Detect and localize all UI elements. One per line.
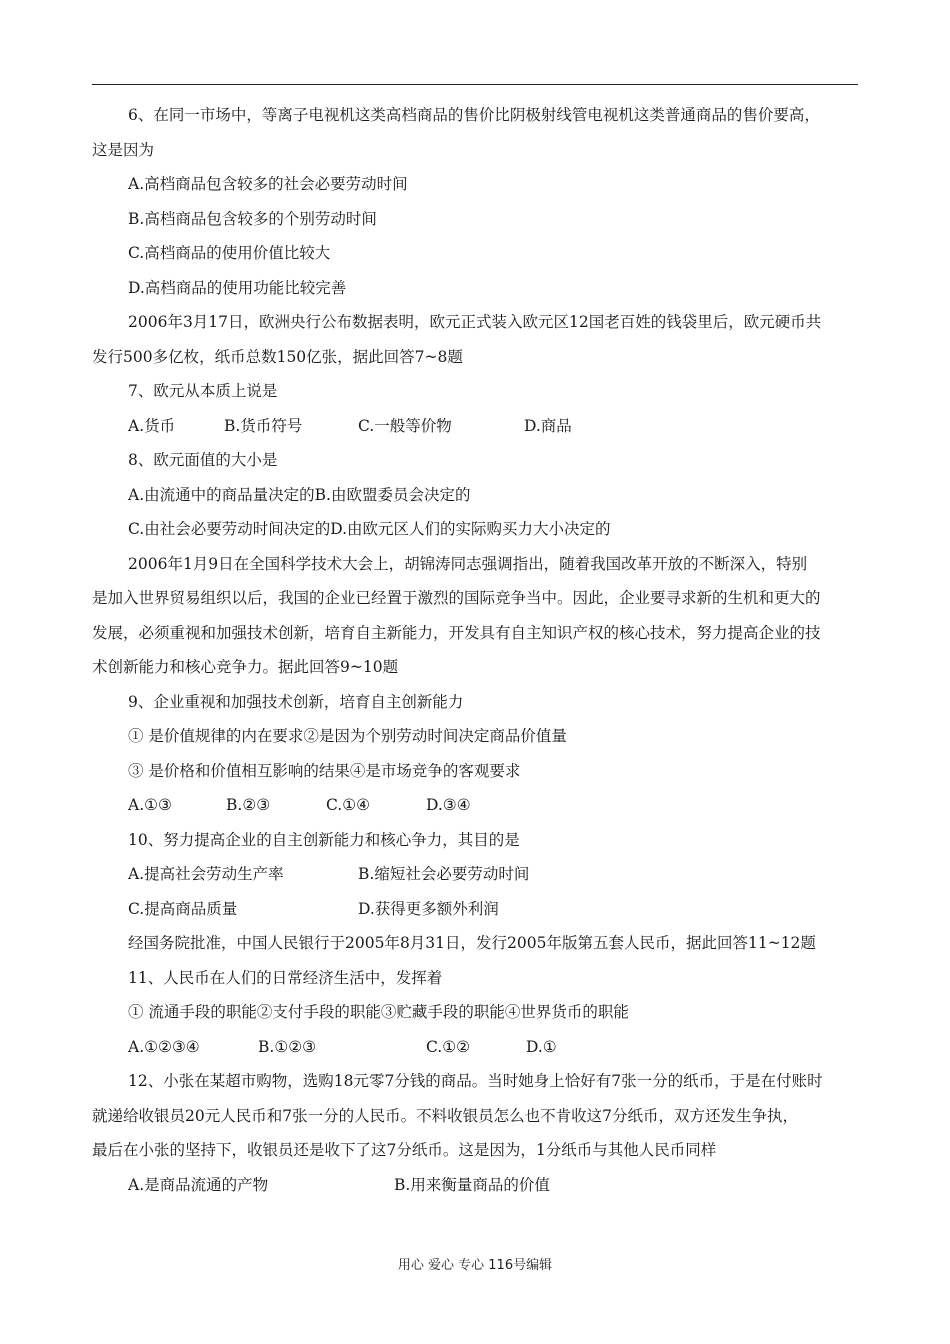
q10-options-cd [92, 892, 862, 927]
q12-stem: 12、小张在某超市购物，选购18元零7分钱的商品。当时她身上恰好有7张一分的纸币，于是在付账时 [128, 1072, 823, 1090]
passage-9-10: 2006年1月9日在全国科学技术大会上，胡锦涛同志强调指出，随着我国改革开放的不断深入，特别 [128, 554, 808, 573]
q12-option-b: B.用来衡量商品的价值 [394, 1175, 550, 1194]
q6-option-a: A.高档商品包含较多的社会必要劳动时间 [128, 175, 408, 193]
q7-option-b: B.货币符号 [224, 416, 303, 435]
passage-9-10-cont: 是加入世界贸易组织以后，我国的企业已经置于激烈的国际竞争当中。因此，企业要寻求新的生机和更大的 [92, 589, 821, 607]
passage-7-8: 2006年3月17日，欧洲央行公布数据表明，欧元正式装入欧元区12国老百姓的钱袋里后，欧元硬币共 [128, 313, 822, 331]
q7-option-d: D.商品 [524, 416, 572, 435]
q12-option-a: A.是商品流通的产物 [128, 1175, 269, 1194]
q11-stem: 11、人民币在人们的日常经济生活中，发挥着 [128, 968, 443, 987]
q9-option-a: A.①③ [128, 796, 172, 814]
passage-11-12: 经国务院批准，中国人民银行于2005年8月31日，发行2005年版第五套人民币，据此回答11~12题 [128, 934, 816, 952]
q9-items-2: ③ 是价格和价值相互影响的结果④是市场竞争的客观要求 [128, 761, 521, 780]
q7-option-a: A.货币 [128, 416, 176, 435]
q7-option-c: C.一般等价物 [358, 416, 452, 435]
q10-options-ab [92, 857, 862, 892]
document-body [92, 98, 862, 1202]
q11-option-b: B.①②③ [258, 1037, 317, 1056]
q9-items-1: ① 是价值规律的内在要求②是因为个别劳动时间决定商品价值量 [128, 727, 567, 745]
q7-stem: 7、欧元从本质上说是 [128, 382, 278, 400]
q7-options [92, 409, 862, 444]
q6-stem: 6、在同一市场中，等离子电视机这类高档商品的售价比阴极射线管电视机这类普通商品的售价要高， [128, 106, 820, 124]
q11-items: ① 流通手段的职能②支付手段的职能③贮藏手段的职能④世界货币的职能 [128, 1003, 629, 1021]
q10-stem: 10、努力提高企业的自主创新能力和核心争力，其目的是 [128, 830, 520, 849]
q11-option-c: C.①② [426, 1037, 471, 1056]
q6-stem-cont: 这是因为 [92, 140, 155, 159]
header-rule [92, 84, 858, 85]
q12-stem-cont: 最后在小张的坚持下，收银员还是收下了这7分纸币。这是因为，1分纸币与其他人民币同样 [92, 1141, 717, 1159]
passage-9-10-cont: 术创新能力和核心竞争力。据此回答9~10题 [92, 658, 399, 676]
passage-7-8-cont: 发行500多亿枚，纸币总数150亿张，据此回答7~8题 [92, 347, 463, 366]
q9-option-d: D.③④ [426, 796, 471, 814]
q8-options-cd: C.由社会必要劳动时间决定的D.由欧元区人们的实际购买力大小决定的 [128, 520, 611, 538]
passage-9-10-cont: 发展，必须重视和加强技术创新，培育自主新能力，开发具有自主知识产权的核心技术，努力提高企业的技 [92, 623, 821, 642]
page-footer: 用心 爱心 专心 116号编辑 [397, 1258, 553, 1273]
q9-option-b: B.②③ [226, 796, 271, 814]
q8-options-ab: A.由流通中的商品量决定的B.由欧盟委员会决定的 [128, 485, 471, 504]
q10-option-d: D.获得更多额外利润 [358, 899, 499, 918]
q11-options [92, 1030, 862, 1065]
q9-option-c: C.①④ [326, 796, 371, 814]
q12-options [92, 1168, 862, 1203]
q10-option-c: C.提高商品质量 [128, 899, 238, 918]
q8-stem: 8、欧元面值的大小是 [128, 451, 278, 469]
q10-option-b: B.缩短社会必要劳动时间 [358, 865, 530, 883]
q10-option-a: A.提高社会劳动生产率 [128, 865, 284, 883]
q9-options [92, 788, 862, 823]
q9-stem: 9、企业重视和加强技术创新，培育自主创新能力 [128, 692, 464, 711]
q12-stem-cont: 就递给收银员20元人民币和7张一分的人民币。不料收银员怎么也不肯收这7分纸币，双方还发生争执， [92, 1106, 798, 1125]
q11-option-a: A.①②③④ [128, 1037, 200, 1056]
q11-option-d: D.① [526, 1037, 557, 1056]
q6-option-b: B.高档商品包含较多的个别劳动时间 [128, 209, 377, 228]
q6-option-c: C.高档商品的使用价值比较大 [128, 244, 331, 262]
q6-option-d: D.高档商品的使用功能比较完善 [128, 278, 347, 297]
